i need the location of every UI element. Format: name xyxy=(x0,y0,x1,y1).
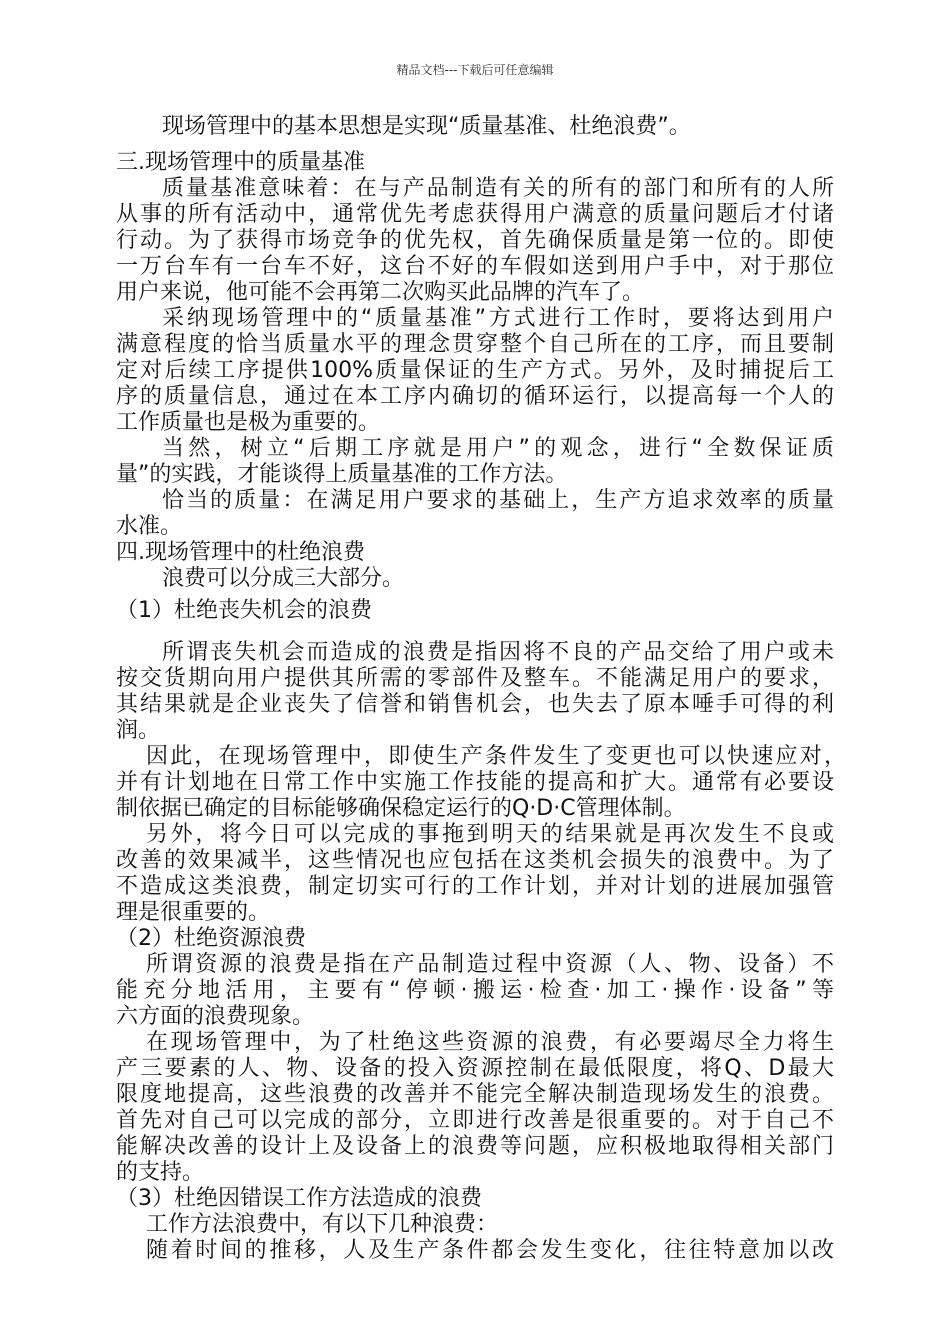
paragraph-line: 限度地提高，这些浪费的改善并不能完全解决制造现场发生的浪费。 xyxy=(116,1082,834,1107)
paragraph-line: 满意程度的恰当质量水平的理念贯穿整个自己所在的工序，而且要制 xyxy=(116,332,834,357)
paragraph-line: 并有计划地在日常工作中实施工作技能的提高和扩大。通常有必要设 xyxy=(116,770,834,795)
paragraph-line: 量”的实践，才能谈得上质量基准的工作方法。 xyxy=(116,462,568,487)
subheading-1: （1）杜绝丧失机会的浪费 xyxy=(116,598,372,623)
paragraph-line: 当然，树立“后期工序就是用户”的观念，进行“全数保证质 xyxy=(162,436,834,461)
paragraph-line: 另外，将今日可以完成的事拖到明天的结果就是再次发生不良或 xyxy=(146,822,834,847)
paragraph-line: 工作方法浪费中，有以下几种浪费： xyxy=(146,1212,499,1237)
paragraph-line: 所谓资源的浪费是指在产品制造过程中资源（人、物、设备）不 xyxy=(146,952,834,977)
paragraph-line: 不造成这类浪费，制定切实可行的工作计划，并对计划的进展加强管 xyxy=(116,874,834,899)
paragraph-line: 采纳现场管理中的“质量基准”方式进行工作时，要将达到用户 xyxy=(162,306,834,331)
paragraph-line: 能充分地活用，主要有“停顿·搬运·检查·加工·操作·设备”等 xyxy=(116,978,834,1003)
paragraph-line: 的支持。 xyxy=(116,1160,205,1185)
paragraph-line: 其结果就是企业丧失了信誉和销售机会，也失去了原本唾手可得的利 xyxy=(116,692,834,717)
paragraph-line: 序的质量信息，通过在本工序内确切的循环运行，以提高每一个人的 xyxy=(116,384,834,409)
paragraph-line: 定对后续工序提供100%质量保证的生产方式。另外，及时捕捉后工 xyxy=(116,358,834,383)
paragraph-line: 产三要素的人、物、设备的投入资源控制在最低限度，将Q、D最大 xyxy=(116,1056,834,1081)
paragraph-line: 改善的效果减半，这些情况也应包括在这类机会损失的浪费中。为了 xyxy=(116,848,834,873)
subheading-2: （2）杜绝资源浪费 xyxy=(116,926,306,951)
intro-sentence: 现场管理中的基本思想是实现“质量基准、杜绝浪费”。 xyxy=(162,114,691,139)
paragraph-line: 恰当的质量：在满足用户要求的基础上，生产方追求效率的质量 xyxy=(162,488,834,513)
paragraph-line: 六方面的浪费现象。 xyxy=(116,1004,315,1029)
paragraph-line: 在现场管理中，为了杜绝这些资源的浪费，有必要竭尽全力将生 xyxy=(146,1030,834,1055)
paragraph-line: 浪费可以分成三大部分。 xyxy=(162,566,405,591)
paragraph-line: 用户来说，他可能不会再第二次购买此品牌的汽车了。 xyxy=(116,280,645,305)
section-heading-4: 四.现场管理中的杜绝浪费 xyxy=(116,540,365,565)
paragraph-line: 从事的所有活动中，通常优先考虑获得用户满意的质量问题后才付诸 xyxy=(116,202,834,227)
paragraph-line: 质量基准意味着：在与产品制造有关的所有的部门和所有的人所 xyxy=(162,176,834,201)
paragraph-line: 能解决改善的设计上及设备上的浪费等问题，应积极地取得相关部门 xyxy=(116,1134,834,1159)
section-heading-3: 三.现场管理中的质量基准 xyxy=(116,150,365,175)
paragraph-line: 制依据已确定的目标能够确保稳定运行的Q·D·C管理体制。 xyxy=(116,796,686,821)
paragraph-line: 水准。 xyxy=(116,514,183,539)
page-header: 精品文档---下载后可任意编辑 xyxy=(396,63,554,77)
paragraph-line: 随着时间的推移，人及生产条件都会发生变化，往往特意加以改 xyxy=(146,1238,834,1263)
paragraph-line: 行动。为了获得市场竞争的优先权，首先确保质量是第一位的。即使 xyxy=(116,228,834,253)
paragraph-line: 工作质量也是极为重要的。 xyxy=(116,410,381,435)
paragraph-line: 因此，在现场管理中，即使生产条件发生了变更也可以快速应对， xyxy=(146,744,846,769)
subheading-3: （3）杜绝因错误工作方法造成的浪费 xyxy=(116,1186,482,1211)
paragraph-line: 一万台车有一台车不好，这台不好的车假如送到用户手中，对于那位 xyxy=(116,254,834,279)
paragraph-line: 按交货期向用户提供其所需的零部件及整车。不能满足用户的要求， xyxy=(116,666,834,691)
paragraph-line: 理是很重要的。 xyxy=(116,900,271,925)
paragraph-line: 所谓丧失机会而造成的浪费是指因将不良的产品交给了用户或未 xyxy=(162,640,834,665)
paragraph-line: 首先对自己可以完成的部分，立即进行改善是很重要的。对于自己不 xyxy=(116,1108,834,1133)
paragraph-line: 润。 xyxy=(116,718,161,743)
